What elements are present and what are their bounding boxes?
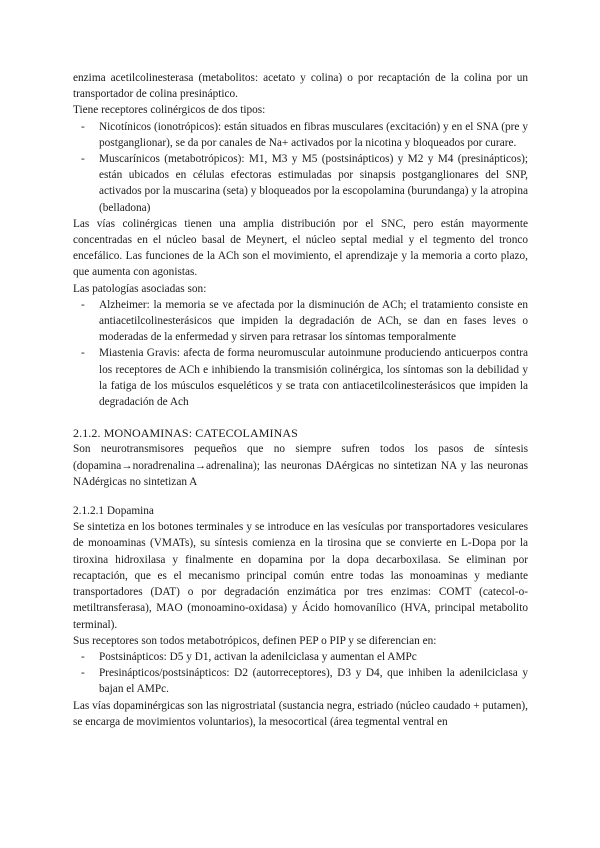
pathology-list [73, 297, 528, 410]
list-item: - Nicotínicos (ionotrópicos): están situados en fibras musculares (excitación) y en el SNA (pre y postganglionar), se da por canales de Na+ activados por la nicotina y bloqueados por curare. [81, 120, 528, 149]
paragraph-monoamines: Son neurotransmisores pequeños que no siempre sufren todos los pasos de síntesis (dopamina→noradrenalina→adrenalina); las neuronas DAérgicas no sintetizan NA y las neuronas NAdérgicas no sintetizan A [73, 443, 528, 488]
list-item: - Postsinápticos: D5 y D1, activan la adenilciclasa y aumentan el AMPc [73, 649, 528, 665]
dopamine-receptor-list [73, 649, 528, 698]
paragraph-dopaminergic-pathways: Las vías dopaminérgicas son las nigrostriatal (sustancia negra, estriado (núcleo caudado + putamen), se encarga de movimientos voluntarios), la mesocortical (área tegmental ventral en [73, 699, 528, 728]
paragraph-dopamine-receptors-intro: Sus receptores son todos metabotrópicos, definen PEP o PIP y se diferencian en: [73, 634, 437, 647]
bullet-dash: - [81, 667, 85, 680]
list-item: - Presinápticos/postsinápticos: D2 (autorreceptores), D3 y D4, que inhiben la adenilciclasa y bajan el AMPc. [81, 667, 528, 696]
paragraph-cholinergic-pathways: Las vías colinérgicas tienen una amplia distribución por el SNC, pero están mayormente concentradas en el núcleo basal de Meynert, el núcleo septal medial y el tegmento del tronco encefálico. Las funciones de la ACh son el movimiento, el aprendizaje y la memoria a corto plazo, que aumenta con agonistas. [73, 217, 528, 279]
section-heading-dopamina: 2.1.2.1 Dopamina [73, 505, 154, 518]
bullet-dash: - [81, 298, 85, 311]
bullet-dash: - [81, 347, 85, 360]
list-item: - Miastenia Gravis: afecta de forma neuromuscular autoinmune produciendo anticuerpos contra los receptores de ACh e inhibiendo la transmisión colinérgica, los síntomas son la debilidad y la fatiga de los músculos esqueléticos y se trata con antiacetilcolinesterásicos que impiden la degradación de Ach [81, 347, 528, 409]
section-heading-monoaminas: 2.1.2. MONOAMINAS: CATECOLAMINAS [73, 426, 298, 441]
cholinergic-receptor-list [73, 119, 528, 216]
paragraph-pathologies-intro: Las patologías asociadas son: [73, 282, 207, 295]
paragraph-dopamine-synthesis: Se sintetiza en los botones terminales y se introduce en las vesículas por transportadores vesiculares de monoaminas (VMATs), su síntesis comienza en la tirosina que se convierte en L-Dopa por la tiroxina hidroxilasa y finalmente en dopamina por la dopa decarboxilasa. Se eliminan por recaptación, que es el mecanismo principal común entre todas las monoaminas y mediante transportadores (DAT) o por degradación enzimática por tres enzimas: COMT (catecol-o-metiltransferasa), MAO (monoamino-oxidasa) y Ácido homovanílico (HVA, principal metabolito terminal). [73, 521, 528, 631]
list-item: - Alzheimer: la memoria se ve afectada por la disminución de ACh; el tratamiento consiste en antiacetilcolinesterásicos que impiden la degradación de ACh, se dan en fases leves o moderadas de la enfermedad y sirven para retrasar los síntomas temporalmente [81, 298, 528, 344]
document-page [73, 70, 528, 730]
bullet-dash: - [81, 153, 85, 166]
bullet-dash: - [81, 650, 85, 663]
list-item: - Muscarínicos (metabotrópicos): M1, M3 y M5 (postsinápticos) y M2 y M4 (presinápticos); están ubicados en células efectoras estimuladas por sinapsis postganglionares del SNP, activados por la muscarina (seta) y bloqueados por la escopolamina (burundanga) y la atropina (belladona) [81, 153, 528, 214]
paragraph-receptor-types-intro: Tiene receptores colinérgicos de dos tipos: [73, 104, 266, 117]
paragraph-ach-degradation: enzima acetilcolinesterasa (metabolitos: acetato y colina) o por recaptación de la colina por un transportador de colina presináptico. [73, 72, 528, 101]
bullet-dash: - [81, 120, 85, 133]
